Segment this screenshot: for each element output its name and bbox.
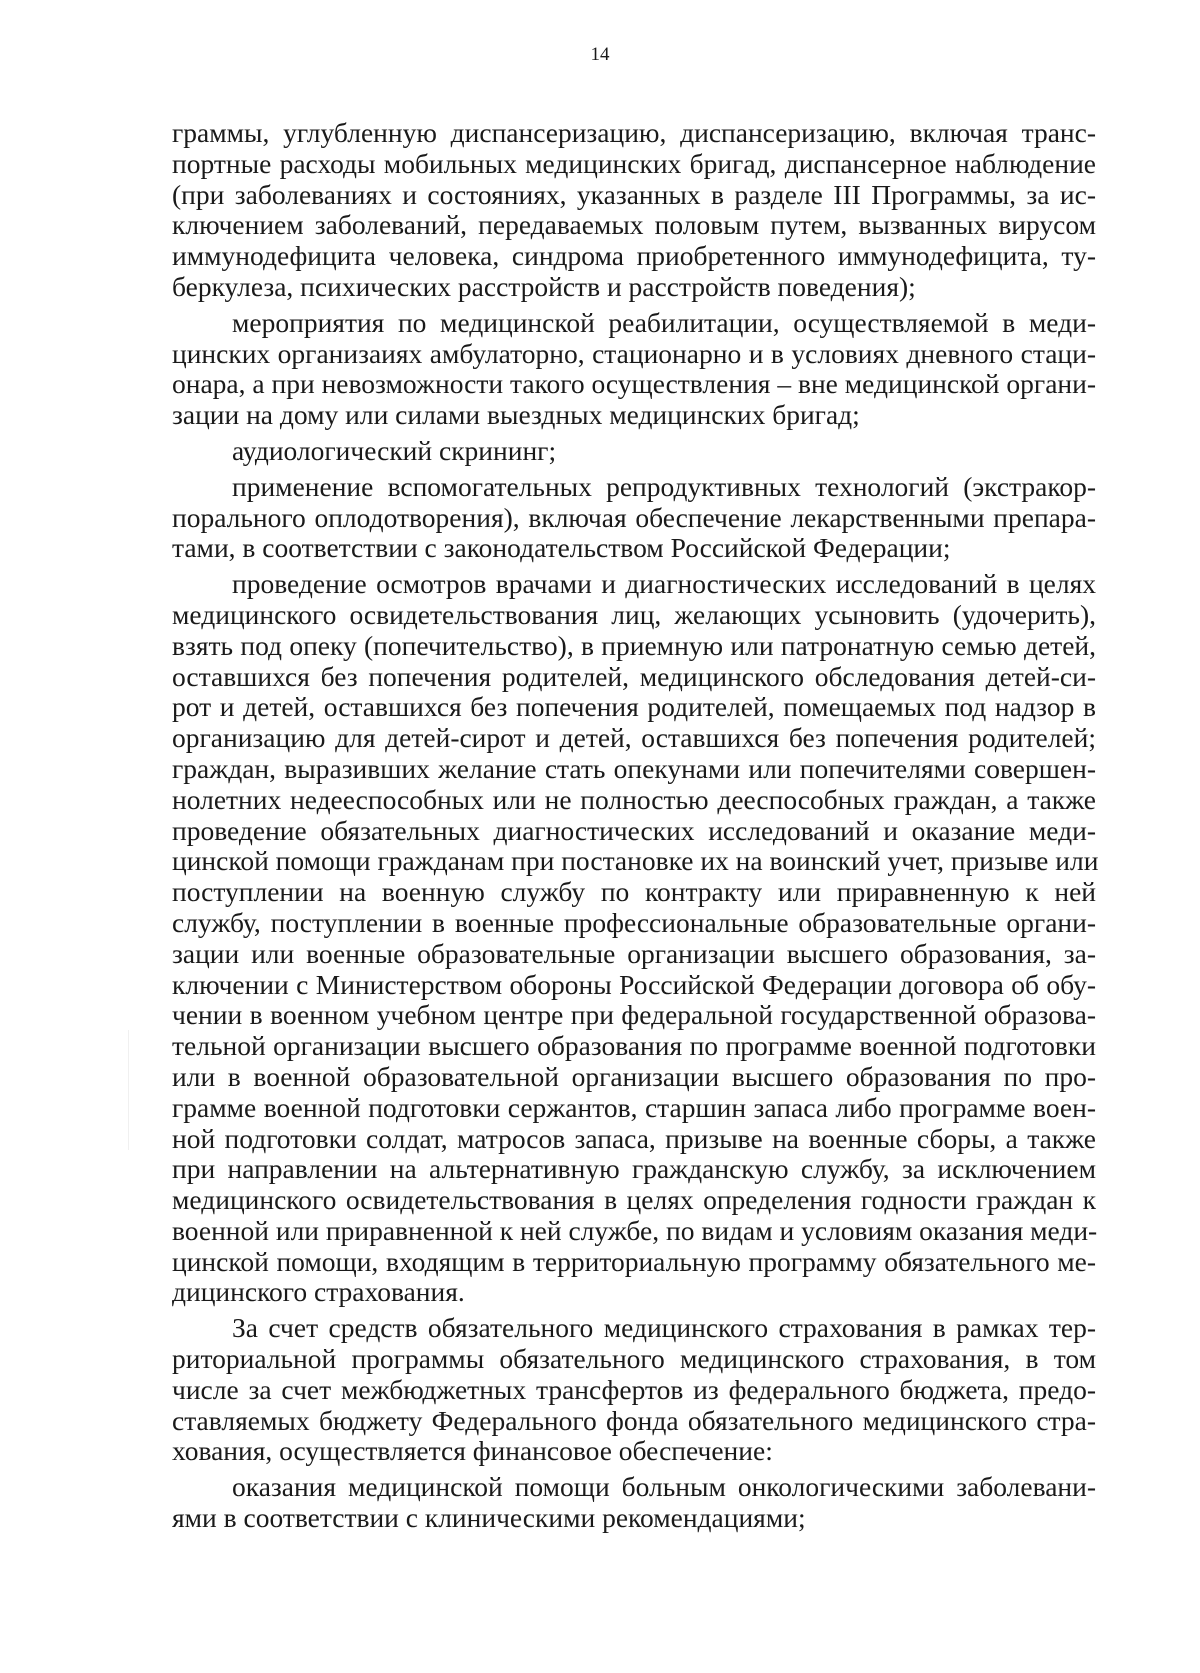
text-line: нолетних недееспособных или не полностью дееспособных граждан, а также bbox=[172, 783, 1096, 815]
text-line: мероприятия по медицинской реабилитации, осуществляемой в меди- bbox=[232, 306, 1096, 338]
text-line: службу, поступлении в военные профессиональные образовательные органи- bbox=[172, 906, 1096, 938]
body-text bbox=[172, 117, 1099, 1534]
text-line: взять под опеку (попечительство), в приемную или патронатную семью детей, bbox=[172, 629, 1096, 661]
text-line: проведение обязательных диагностических исследований и оказание меди- bbox=[172, 814, 1096, 846]
text-line: цинских организаиях амбулаторно, стационарно и в условиях дневного стаци- bbox=[172, 337, 1096, 369]
text-line: ями в соответствии с клиническими рекомендациями; bbox=[172, 1502, 806, 1534]
text-line: аудиологический скрининг; bbox=[232, 434, 557, 466]
text-line: риториальной программы обязательного медицинского страхования, в том bbox=[172, 1343, 1096, 1375]
text-line: грамме военной подготовки сержантов, старшин запаса либо программе воен- bbox=[172, 1091, 1096, 1123]
text-line: числе за счет межбюджетных трансфертов из федерального бюджета, предо- bbox=[172, 1373, 1096, 1405]
text-line: или в военной образовательной организации высшего образования по про- bbox=[172, 1060, 1096, 1092]
text-line: оставшихся без попечения родителей, медицинского обследования детей-си- bbox=[172, 660, 1096, 692]
text-line: при направлении на альтернативную гражданскую службу, за исключением bbox=[172, 1153, 1096, 1185]
text-line: зации на дому или силами выездных медицинских бригад; bbox=[172, 399, 860, 431]
text-line: онара, а при невозможности такого осуществления – вне медицинской органи- bbox=[172, 368, 1096, 400]
text-line: порального оплодотворения), включая обеспечение лекарственными препара- bbox=[172, 501, 1096, 533]
text-line: проведение осмотров врачами и диагностических исследований в целях bbox=[232, 568, 1096, 600]
text-line: дицинского страхования. bbox=[172, 1276, 465, 1308]
text-line: беркулеза, психических расстройств и расстройств поведения); bbox=[172, 270, 916, 302]
text-line: граждан, выразивших желание стать опекунами или попечителями совершен- bbox=[172, 752, 1096, 784]
text-line: зации или военные образовательные организации высшего образования, за- bbox=[172, 937, 1096, 969]
text-line: хования, осуществляется финансовое обеспечение: bbox=[172, 1435, 773, 1467]
text-line: граммы, углубленную диспансеризацию, диспансеризацию, включая транс- bbox=[172, 117, 1096, 148]
text-line: портные расходы мобильных медицинских бригад, диспансерное наблюдение bbox=[172, 147, 1096, 179]
text-line: военной или приравненной к ней службе, по видам и условиям оказания меди- bbox=[172, 1214, 1098, 1246]
text-line: организацию для детей-сирот и детей, оставшихся без попечения родителей; bbox=[172, 722, 1096, 754]
text-line: поступлении на военную службу по контракту или приравненную к ней bbox=[172, 876, 1096, 908]
text-line: иммунодефицита человека, синдрома приобретенного иммунодефицита, ту- bbox=[172, 240, 1096, 272]
text-line: ной подготовки солдат, матросов запаса, призыве на военные сборы, а также bbox=[172, 1122, 1096, 1154]
text-line: медицинского освидетельствования в целях определения годности граждан к bbox=[172, 1184, 1096, 1216]
text-line: медицинского освидетельствования лиц, желающих усыновить (удочерить), bbox=[172, 598, 1096, 630]
text-line: тельной организации высшего образования по программе военной подготовки bbox=[172, 1030, 1096, 1062]
text-line: ключением заболеваний, передаваемых половым путем, вызванных вирусом bbox=[172, 209, 1096, 241]
text-line: цинской помощи гражданам при постановке их на воинский учет, призыве или bbox=[172, 845, 1099, 877]
text-line: ставляемых бюджету Федерального фонда обязательного медицинского стра- bbox=[172, 1404, 1096, 1436]
text-line: За счет средств обязательного медицинского страхования в рамках тер- bbox=[232, 1312, 1096, 1344]
text-line: тами, в соответствии с законодательством Российской Федерации; bbox=[172, 532, 951, 564]
text-line: цинской помощи, входящим в территориальную программу обязательного ме- bbox=[172, 1245, 1096, 1277]
text-line: применение вспомогательных репродуктивных технологий (экстракор- bbox=[232, 470, 1096, 502]
text-line: (при заболеваниях и состояниях, указанных в разделе III Программы, за ис- bbox=[172, 178, 1096, 210]
page-number: 14 bbox=[590, 44, 610, 65]
scan-artifact-line bbox=[128, 1030, 129, 1150]
text-line: ключении с Министерством обороны Российской Федерации договора об обу- bbox=[172, 968, 1096, 1000]
text-line: рот и детей, оставшихся без попечения родителей, помещаемых под надзор в bbox=[172, 691, 1096, 723]
text-line: оказания медицинской помощи больным онкологическими заболевани- bbox=[232, 1471, 1096, 1503]
text-line: чении в военном учебном центре при федеральной государственной образова- bbox=[172, 999, 1096, 1031]
